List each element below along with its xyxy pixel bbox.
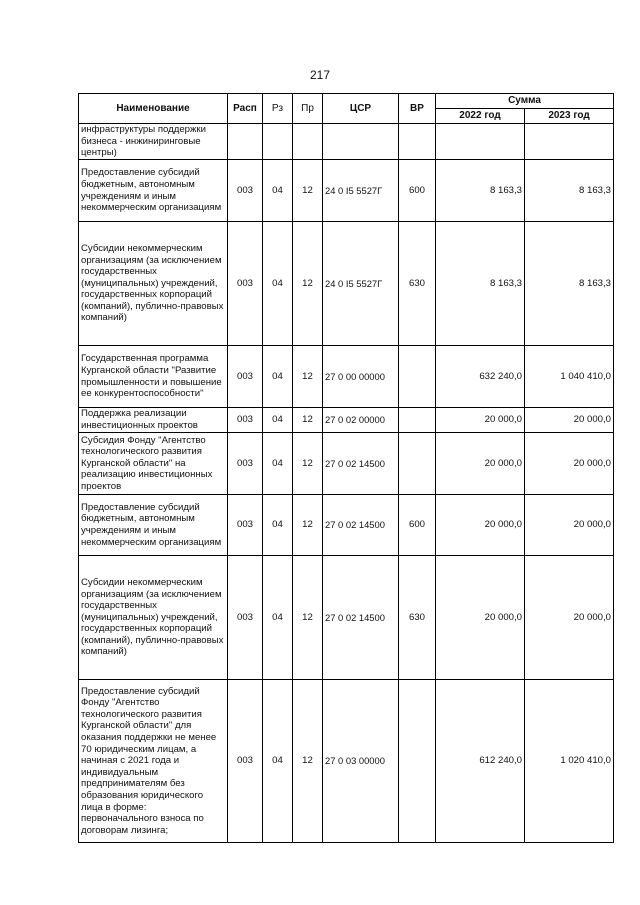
table-row [79, 124, 614, 160]
row-pr: 12 [293, 346, 323, 408]
row-csr: 27 0 00 00000 [323, 346, 399, 408]
row-pr: 12 [293, 160, 323, 222]
header-csr: ЦСР [323, 94, 399, 124]
row-pr: 12 [293, 680, 323, 843]
row-vr: 600 [399, 495, 436, 556]
row-rasp [228, 124, 263, 160]
row-rz: 04 [263, 222, 293, 346]
row-csr: 24 0 I5 5527Г [323, 160, 399, 222]
budget-table [78, 93, 614, 843]
row-sum-2023: 8 163,3 [525, 160, 614, 222]
header-rz: Рз [263, 94, 293, 124]
row-pr: 12 [293, 433, 323, 495]
row-sum-2022 [436, 124, 525, 160]
row-vr [399, 124, 436, 160]
row-rz: 04 [263, 346, 293, 408]
row-rz: 04 [263, 556, 293, 680]
row-sum-2022: 612 240,0 [436, 680, 525, 843]
row-rz: 04 [263, 495, 293, 556]
row-sum-2023: 1 040 410,0 [525, 346, 614, 408]
row-csr: 27 0 02 14500 [323, 433, 399, 495]
row-sum-2022: 20 000,0 [436, 408, 525, 433]
row-name: Предоставление субсидий Фонду "Агентство технологического развития Курганской области" для оказания поддержки не менее 70 юридическим лицам, а начиная с 2021 года и индивидуальным предпринимателям без образования юридического лица в форме: первоначального взноса по договорам лизинга; [79, 680, 228, 843]
header-pr: Пр [293, 94, 323, 124]
table-row [79, 433, 614, 495]
row-rz: 04 [263, 433, 293, 495]
row-sum-2022: 20 000,0 [436, 495, 525, 556]
row-vr [399, 346, 436, 408]
row-rasp: 003 [228, 160, 263, 222]
row-rasp: 003 [228, 433, 263, 495]
row-csr: 27 0 02 14500 [323, 556, 399, 680]
header-vr: ВР [399, 94, 436, 124]
row-rz: 04 [263, 408, 293, 433]
row-vr [399, 433, 436, 495]
row-rz: 04 [263, 160, 293, 222]
row-pr: 12 [293, 556, 323, 680]
table-row [79, 408, 614, 433]
row-name: Предоставление субсидий бюджетным, автономным учреждениям и иным некоммерческим организациям [79, 495, 228, 556]
row-rasp: 003 [228, 222, 263, 346]
row-rasp: 003 [228, 346, 263, 408]
header-name: Наименование [79, 94, 228, 124]
row-name: Поддержка реализации инвестиционных проектов [79, 408, 228, 433]
row-sum-2023: 20 000,0 [525, 556, 614, 680]
header-2022: 2022 год [436, 109, 525, 124]
row-sum-2023: 8 163,3 [525, 222, 614, 346]
row-rasp: 003 [228, 680, 263, 843]
header-2023: 2023 год [525, 109, 614, 124]
row-sum-2023: 20 000,0 [525, 408, 614, 433]
row-name: Субсидии некоммерческим организациям (за исключением государственных (муниципальных) учреждений, государственных корпораций (компаний), публично-правовых компаний) [79, 556, 228, 680]
row-pr: 12 [293, 222, 323, 346]
row-rasp: 003 [228, 495, 263, 556]
table-row [79, 680, 614, 843]
row-csr: 27 0 02 14500 [323, 495, 399, 556]
table-row [79, 160, 614, 222]
row-sum-2022: 632 240,0 [436, 346, 525, 408]
row-vr: 630 [399, 222, 436, 346]
row-csr: 27 0 03 00000 [323, 680, 399, 843]
row-csr: 27 0 02 00000 [323, 408, 399, 433]
row-sum-2023 [525, 124, 614, 160]
row-sum-2023: 20 000,0 [525, 433, 614, 495]
header-rasp: Расп [228, 94, 263, 124]
page-number: 217 [309, 68, 331, 82]
row-rasp: 003 [228, 556, 263, 680]
row-name: инфраструктуры поддержки бизнеса - инжиниринговые центры) [79, 124, 228, 160]
row-rz: 04 [263, 680, 293, 843]
row-name: Субсидия Фонду "Агентство технологического развития Курганской области" на реализацию инвестиционных проектов [79, 433, 228, 495]
row-rz [263, 124, 293, 160]
row-vr [399, 408, 436, 433]
row-sum-2022: 20 000,0 [436, 433, 525, 495]
row-name: Субсидии некоммерческим организациям (за исключением государственных (муниципальных) учреждений, государственных корпораций (компаний), публично-правовых компаний) [79, 222, 228, 346]
table-row [79, 556, 614, 680]
row-sum-2022: 8 163,3 [436, 160, 525, 222]
row-pr [293, 124, 323, 160]
row-name: Государственная программа Курганской области "Развитие промышленности и повышение ее конкурентоспособности" [79, 346, 228, 408]
row-pr: 12 [293, 408, 323, 433]
row-csr: 24 0 I5 5527Г [323, 222, 399, 346]
row-vr [399, 680, 436, 843]
row-sum-2022: 20 000,0 [436, 556, 525, 680]
row-sum-2023: 20 000,0 [525, 495, 614, 556]
row-sum-2023: 1 020 410,0 [525, 680, 614, 843]
row-pr: 12 [293, 495, 323, 556]
table-row [79, 222, 614, 346]
row-vr: 630 [399, 556, 436, 680]
row-csr [323, 124, 399, 160]
row-rasp: 003 [228, 408, 263, 433]
row-name: Предоставление субсидий бюджетным, автономным учреждениям и иным некоммерческим организациям [79, 160, 228, 222]
row-sum-2022: 8 163,3 [436, 222, 525, 346]
row-vr: 600 [399, 160, 436, 222]
table-row [79, 346, 614, 408]
header-sum: Сумма [436, 94, 614, 109]
table-row [79, 495, 614, 556]
